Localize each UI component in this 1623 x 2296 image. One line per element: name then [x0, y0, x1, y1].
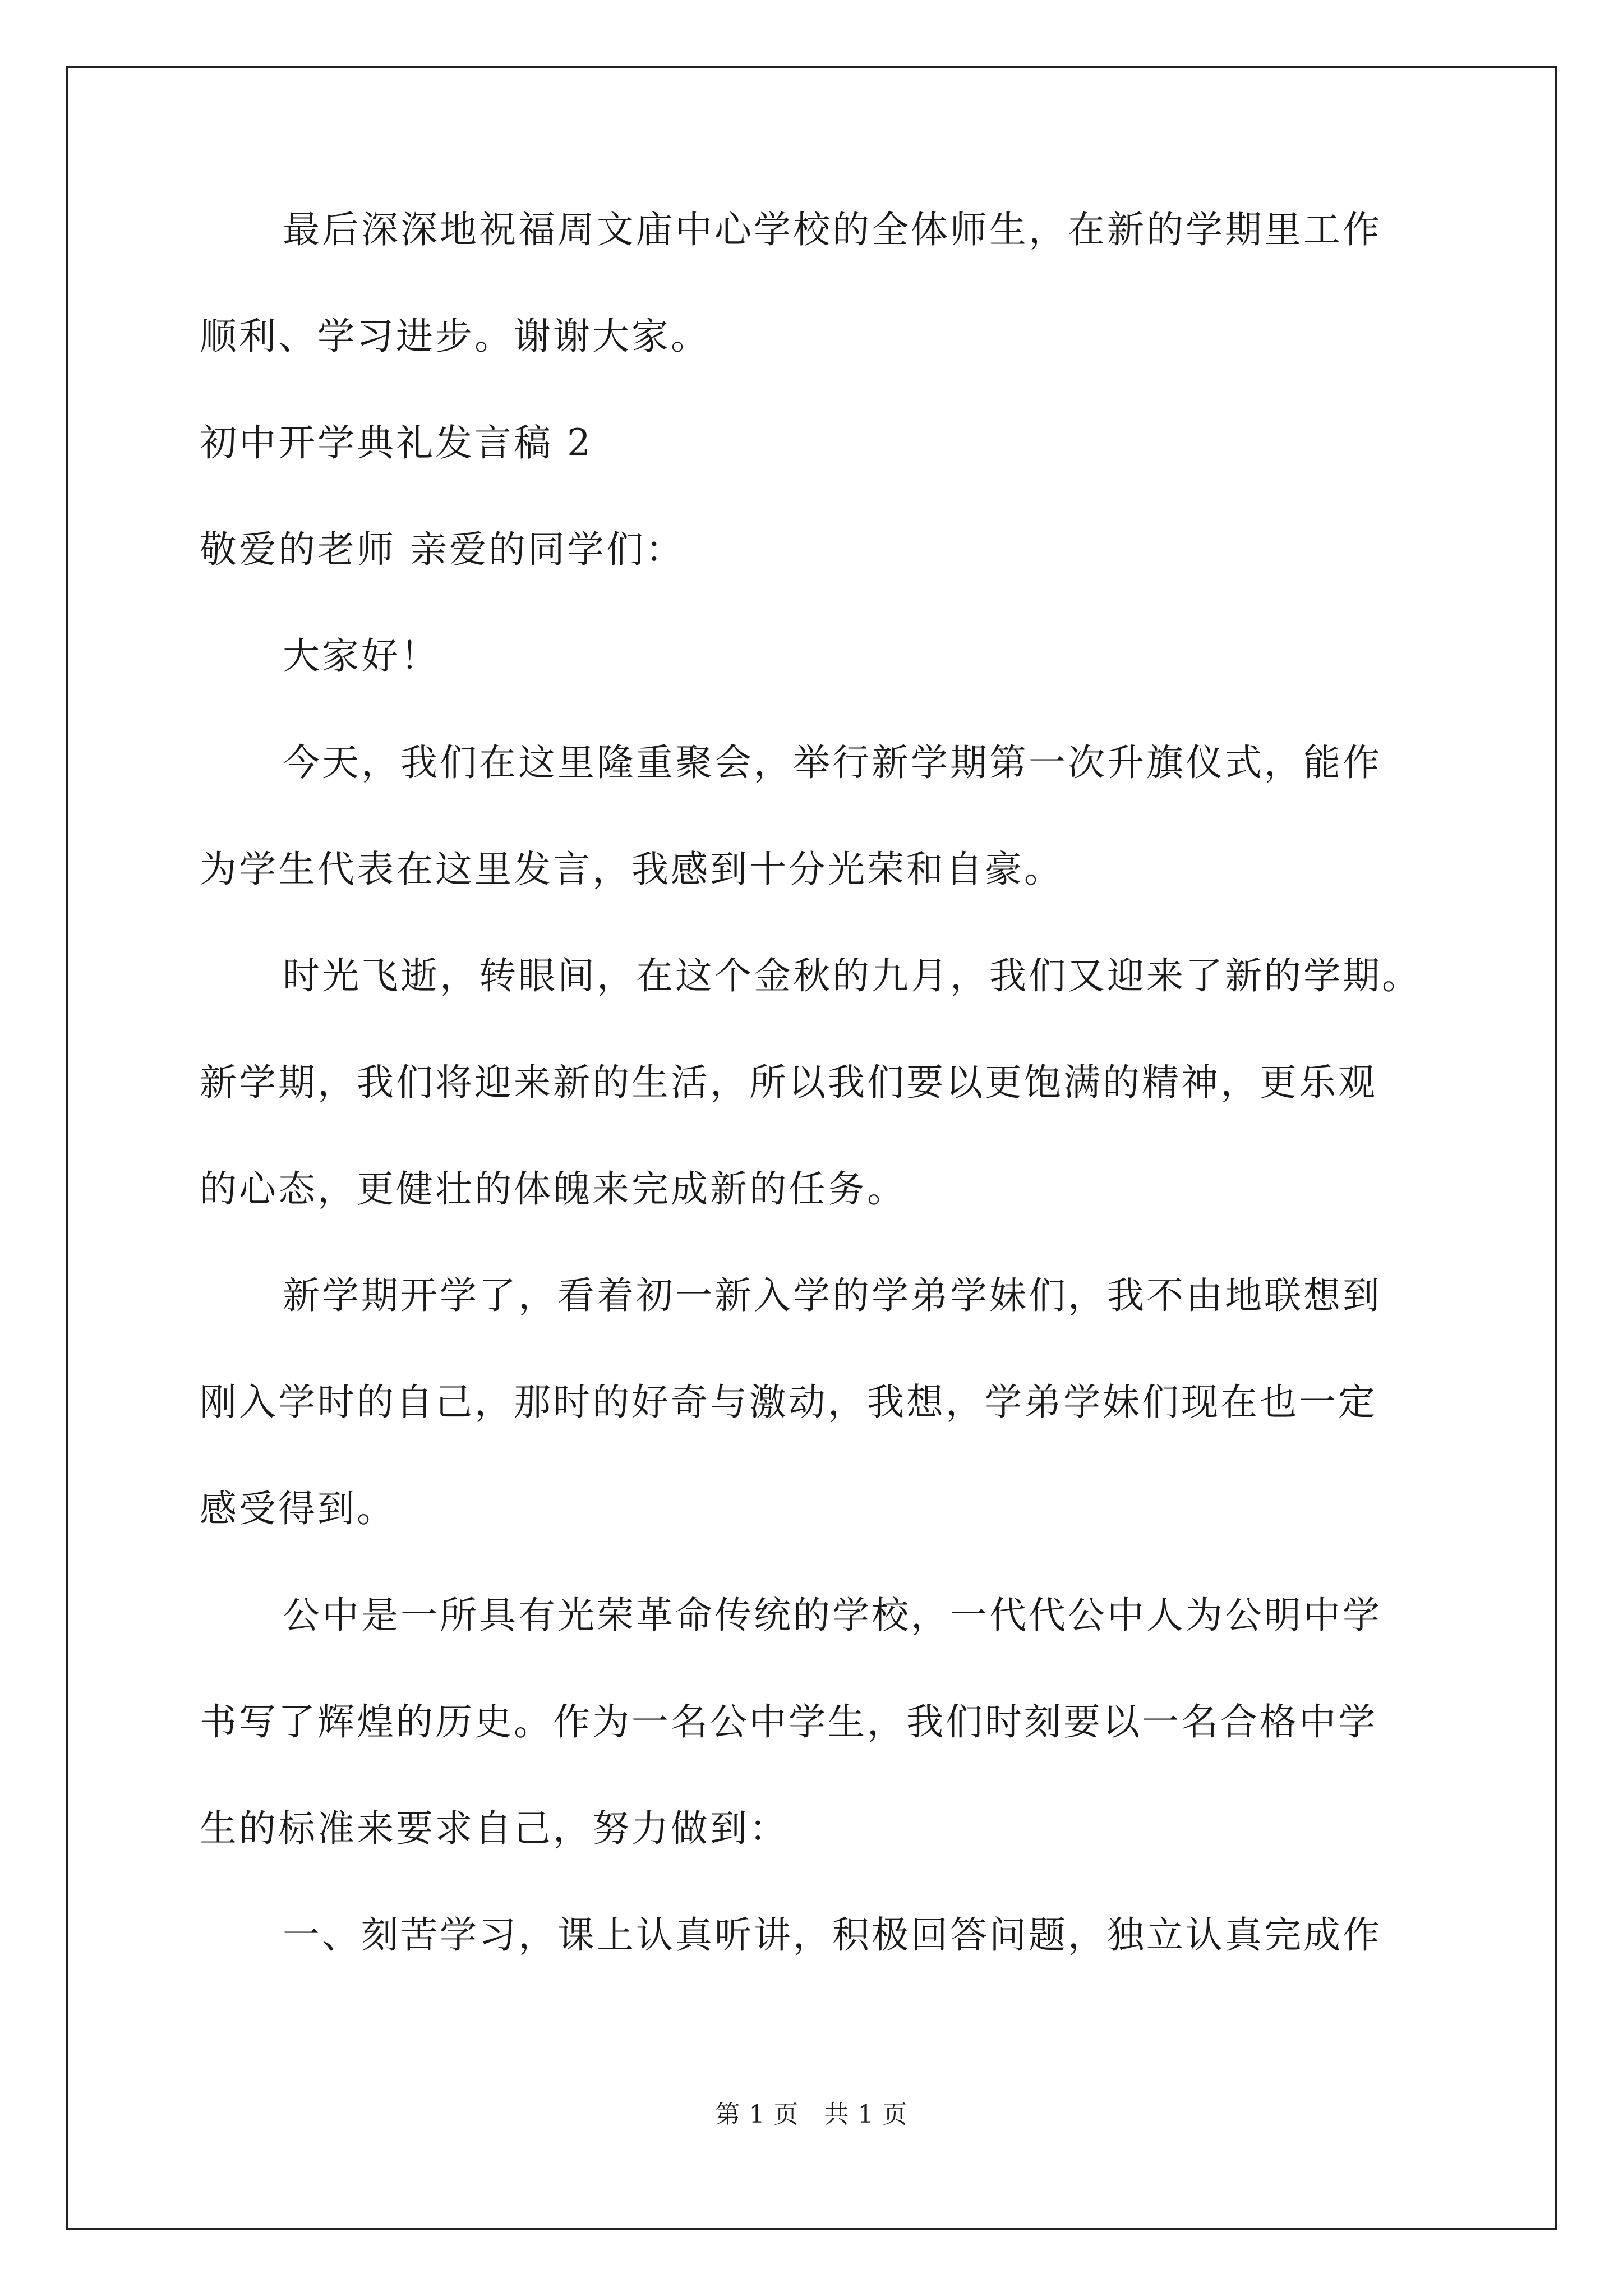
paragraph-line: 时光飞逝，转眼间，在这个金秋的九月，我们又迎来了新的学期。 [283, 954, 1421, 997]
paragraph-line: 书写了辉煌的历史。作为一名公中学生，我们时刻要以一名合格中学 [200, 1700, 1377, 1743]
paragraph-line: 顺利、学习进步。谢谢大家。 [200, 315, 710, 358]
page-footer: 第 1 页 共 1 页 [715, 2100, 908, 2129]
paragraph-line: 生的标准来要求自己，努力做到： [200, 1807, 789, 1850]
paragraph-line: 新学期，我们将迎来新的生活，所以我们要以更饱满的精神，更乐观 [200, 1061, 1377, 1104]
paragraph-line: 最后深深地祝福周文庙中心学校的全体师生，在新的学期里工作 [283, 208, 1382, 251]
paragraph-line: 感受得到。 [200, 1487, 396, 1530]
paragraph-line: 一、刻苦学习，课上认真听讲，积极回答问题，独立认真完成作 [283, 1913, 1382, 1957]
paragraph-line: 刚入学时的自己，那时的好奇与激动，我想，学弟学妹们现在也一定 [200, 1381, 1377, 1424]
salutation: 敬爱的老师 亲爱的同学们： [200, 528, 685, 571]
paragraph-line: 新学期开学了，看着初一新入学的学弟学妹们，我不由地联想到 [283, 1274, 1382, 1317]
paragraph-line: 的心态，更健壮的体魄来完成新的任务。 [200, 1167, 906, 1211]
paragraph-line: 公中是一所具有光荣革命传统的学校，一代代公中人为公明中学 [283, 1594, 1382, 1637]
paragraph-line: 为学生代表在这里发言，我感到十分光荣和自豪。 [200, 848, 1063, 891]
page-border [66, 66, 1557, 2230]
greeting: 大家好！ [283, 634, 440, 678]
section-heading: 初中开学典礼发言稿 2 [200, 421, 593, 464]
paragraph-line: 今天，我们在这里隆重聚会，举行新学期第一次升旗仪式，能作 [283, 741, 1382, 784]
